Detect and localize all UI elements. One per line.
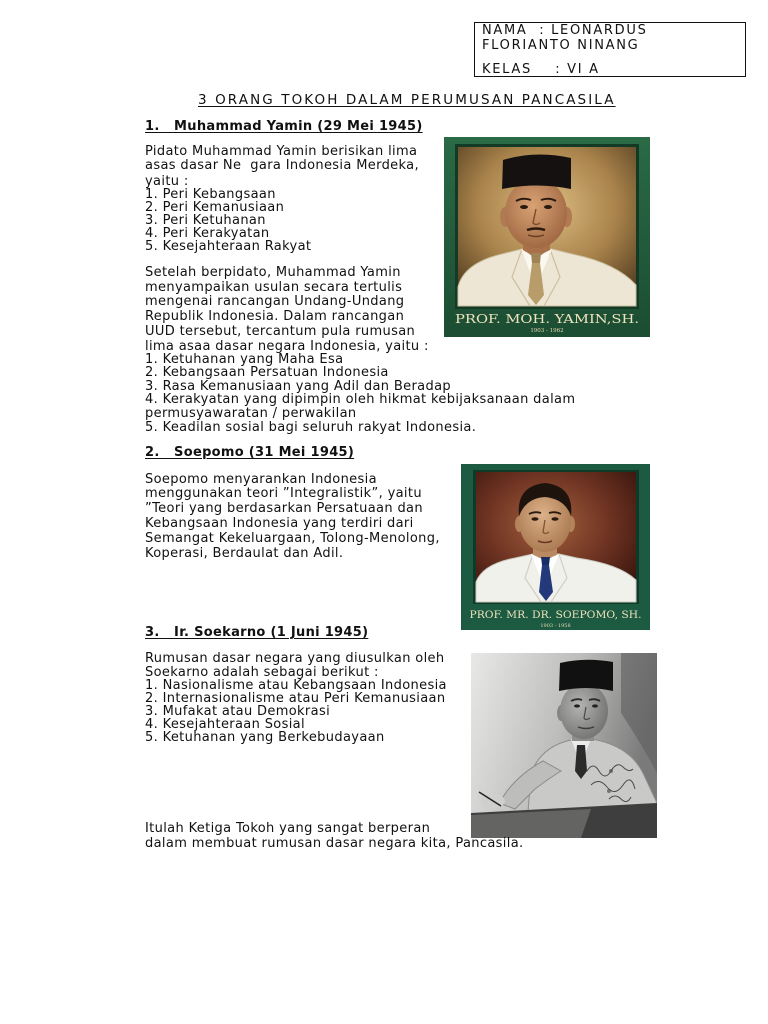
peci-hat (559, 660, 613, 691)
face (505, 178, 567, 248)
text-line: Setelah berpidato, Muhammad Yamin (145, 265, 401, 280)
list-item: 4. Kerakyatan yang dipimpin oleh hikmat kebijaksanaan dalam (145, 392, 576, 407)
portrait-caption: PROF. MR. DR. SOEPOMO, SH. (469, 610, 642, 621)
portrait-soepomo (461, 464, 650, 630)
list-item: 2. Internasionalisme atau Peri Kemanusiaan (145, 691, 446, 706)
portrait-years: 1903 - 1958 (540, 623, 571, 629)
closing-line: Itulah Ketiga Tokoh yang sangat berperan (145, 821, 431, 836)
list-item: 3. Peri Ketuhanan (145, 213, 266, 228)
list-item: 1. Peri Kebangsaan (145, 187, 276, 202)
list-item: 1. Ketuhanan yang Maha Esa (145, 352, 344, 367)
list-item: 3. Rasa Kemanusiaan yang Adil dan Beradap (145, 379, 451, 394)
list-item: 5. Kesejahteraan Rakyat (145, 239, 312, 254)
list-item: 1. Nasionalisme atau Kebangsaan Indonesia (145, 678, 447, 693)
text-line: Semangat Kekeluargaan, Tolong-Menolong, (145, 531, 440, 546)
tie (531, 253, 541, 263)
list-item: 4. Kesejahteraan Sosial (145, 717, 305, 732)
photo-soekarno (471, 653, 657, 838)
text-line: lima asaa dasar negara Indonesia, yaitu : (145, 339, 429, 354)
section-heading: 1. Muhammad Yamin (29 Mei 1945) (145, 119, 423, 134)
list-item: 5. Ketuhanan yang Berkebudayaan (145, 730, 385, 745)
portrait-caption: PROF. MOH. YAMIN,SH. (455, 312, 639, 326)
student-name-line: NAMA : LEONARDUS (482, 23, 648, 38)
text-line: ”Teori yang berdasarkan Persatuaan dan (145, 501, 423, 516)
section-heading: 3. Ir. Soekarno (1 Juni 1945) (145, 625, 369, 640)
student-name-line-2: FLORIANTO NINANG (482, 38, 640, 53)
text-line: asas dasar Ne gara Indonesia Merdeka, (145, 158, 419, 173)
portrait-years: 1903 - 1962 (530, 328, 564, 334)
text-line: yaitu : (145, 174, 189, 189)
list-item: 4. Peri Kerakyatan (145, 226, 270, 241)
list-item: 5. Keadilan sosial bagi seluruh rakyat Indonesia. (145, 420, 477, 435)
tie (541, 557, 550, 565)
peci-hat (502, 154, 571, 189)
text-line: menggunakan teori ”Integralistik”, yaitu (145, 486, 422, 501)
text-line: Rumusan dasar negara yang diusulkan oleh (145, 651, 445, 666)
portrait-muhammad-yamin (444, 137, 650, 337)
text-line: UUD tersebut, tercantum pula rumusan (145, 324, 416, 339)
section-heading: 2. Soepomo (31 Mei 1945) (145, 445, 355, 460)
text-line: Soekarno adalah sebagai berikut : (145, 665, 379, 680)
text-line: Soepomo menyarankan Indonesia (145, 472, 377, 487)
text-line: Pidato Muhammad Yamin berisikan lima (145, 144, 418, 159)
list-item: 2. Peri Kemanusiaan (145, 200, 285, 215)
text-line: Kebangsaan Indonesia yang terdiri dari (145, 516, 414, 531)
text-line: Republik Indonesia. Dalam rancangan (145, 309, 405, 324)
text-line: menyampaikan usulan secara tertulis (145, 280, 403, 295)
face (560, 683, 608, 739)
list-item: 2. Kebangsaan Persatuan Indonesia (145, 365, 389, 380)
student-info-box (474, 22, 746, 77)
text-line: mengenai rancangan Undang-Undang (145, 294, 405, 309)
student-class-line: KELAS : VI A (482, 62, 600, 77)
page-title: 3 ORANG TOKOH DALAM PERUMUSAN PANCASILA (198, 92, 616, 108)
text-line: Koperasi, Berdaulat dan Adil. (145, 546, 344, 561)
closing-line: dalam membuat rumusan dasar negara kita, Pancasila. (145, 836, 524, 851)
list-item: 3. Mufakat atau Demokrasi (145, 704, 331, 719)
list-item-continuation: permusyawaratan / perwakilan (145, 406, 357, 421)
